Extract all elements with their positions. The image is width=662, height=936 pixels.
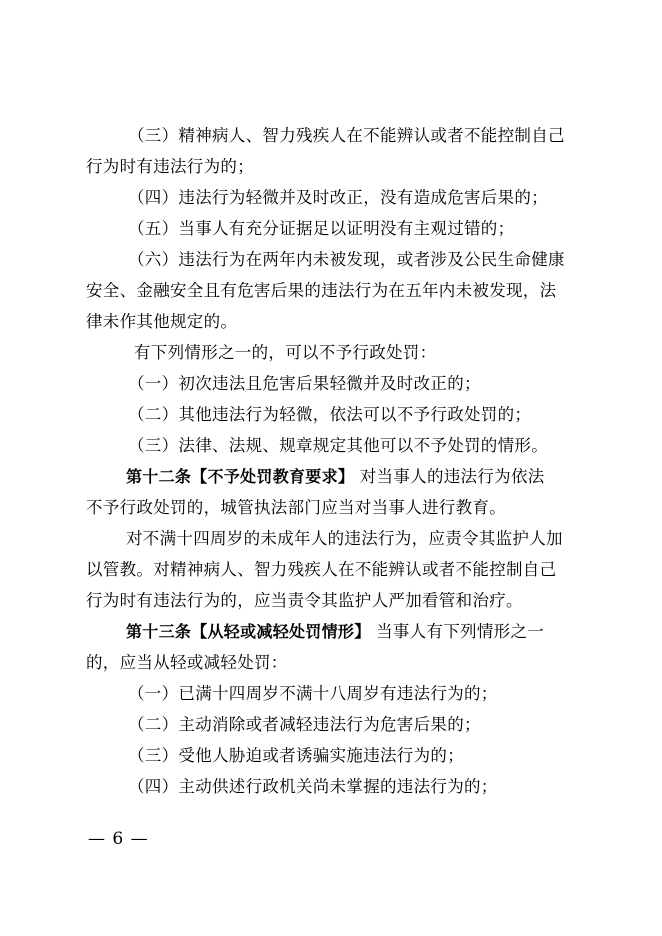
list-item: （一）已满十四周岁不满十八周岁有违法行为的； — [128, 684, 498, 703]
article-13-line — [86, 616, 586, 647]
article-12-text: 对当事人的违法行为依法 — [359, 467, 545, 486]
list-item: （四）主动供述行政机关尚未掌握的违法行为的； — [128, 777, 498, 796]
text-line: 不予行政处罚的，城管执法部门应当对当事人进行教育。 — [86, 498, 506, 517]
list-item: （六）违法行为在两年内未被发现，或者涉及公民生命健康 — [128, 250, 565, 269]
paragraph-line: 有下列情形之一的，可以不予行政处罚： — [134, 343, 437, 362]
paragraph-line: 对不满十四周岁的未成年人的违法行为，应责令其监护人加 — [126, 529, 563, 548]
list-item: （一）初次违法且危害后果轻微并及时改正的； — [128, 374, 481, 393]
article-13-text: 当事人有下列情形之一 — [376, 622, 545, 641]
text-line: 行为时有违法行为的，应当责令其监护人严加看管和治疗。 — [86, 591, 523, 610]
list-item: （三）受他人胁迫或者诱骗实施违法行为的； — [128, 746, 464, 765]
article-12-line — [86, 461, 586, 492]
article-13-heading: 第十三条【从轻或减轻处罚情形】 — [126, 622, 371, 641]
list-item: （三）精神病人、智力残疾人在不能辨认或者不能控制自己 — [128, 126, 565, 145]
article-12-heading: 第十二条【不予处罚教育要求】 — [126, 467, 355, 486]
body-text — [86, 120, 586, 802]
text-line: 律未作其他规定的。 — [86, 312, 238, 331]
text-line: 安全、金融安全且有危害后果的违法行为在五年内未被发现，法 — [86, 281, 557, 300]
list-item: （二）主动消除或者减轻违法行为危害后果的； — [128, 715, 481, 734]
list-item: （三）法律、法规、规章规定其他可以不予处罚的情形。 — [128, 436, 548, 455]
list-item: （四）违法行为轻微并及时改正，没有造成危害后果的； — [128, 188, 548, 207]
list-item: （二）其他违法行为轻微，依法可以不予行政处罚的； — [128, 405, 532, 424]
text-line: 行为时有违法行为的； — [86, 157, 254, 176]
text-line: 的，应当从轻或减轻处罚： — [86, 653, 288, 672]
list-item: （五）当事人有充分证据足以证明没有主观过错的； — [128, 219, 515, 238]
text-line: 以管教。对精神病人、智力残疾人在不能辨认或者不能控制自己 — [86, 560, 557, 579]
page-number: — 6 — — [88, 829, 149, 849]
